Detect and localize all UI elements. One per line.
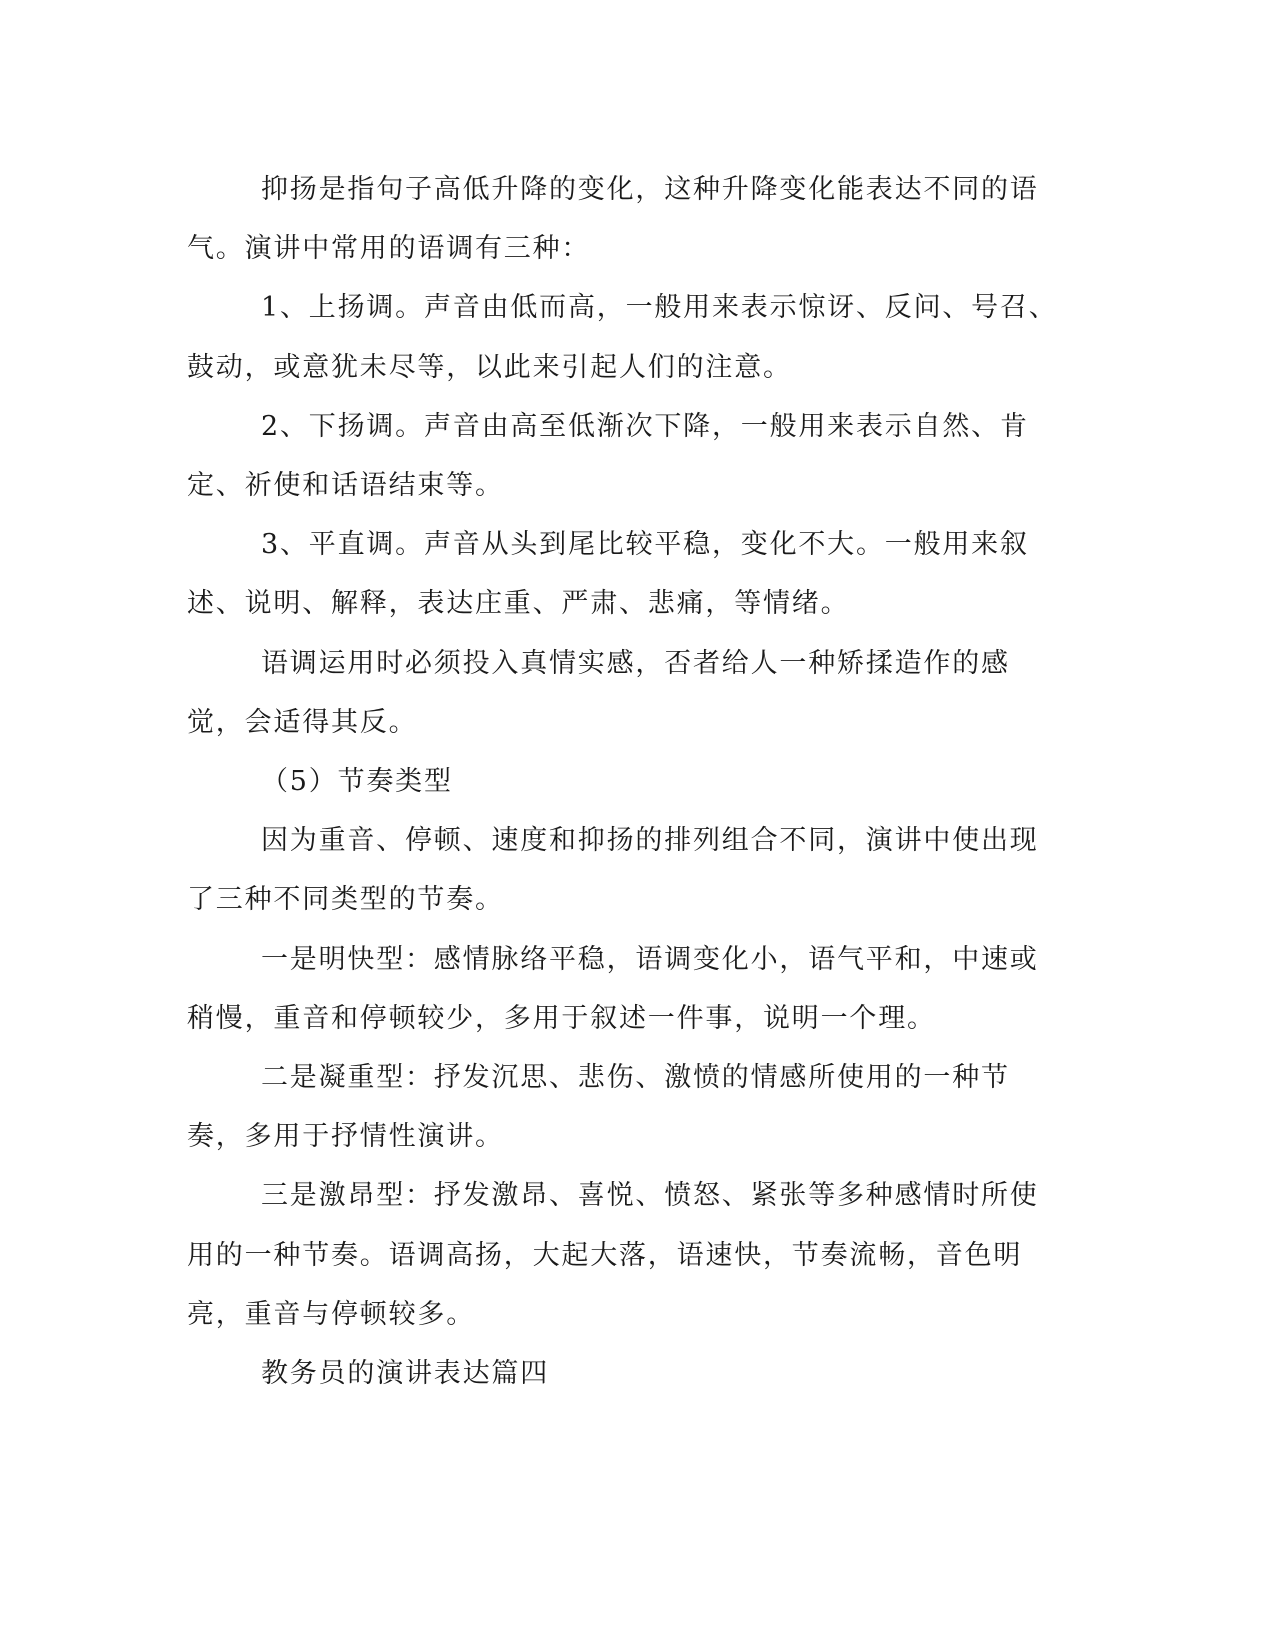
paragraph-level-tone: 3、平直调。声音从头到尾比较平稳，变化不大。一般用来叙述、说明、解释，表达庄重、严肃、悲痛，等情绪。 [187, 529, 1029, 620]
paragraph-rhythm-passionate: 三是激昂型：抒发激昂、喜悦、愤怒、紧张等多种感情时所使用的一种节奏。语调高扬，大起大落，语速快，节奏流畅，音色明亮，重音与停顿较多。 [187, 1180, 1039, 1330]
document-body [187, 160, 1067, 1403]
paragraph-falling-tone: 2、下扬调。声音由高至低渐次下降，一般用来表示自然、肯定、祈使和话语结束等。 [187, 410, 1029, 502]
paragraph-intonation-intro: 抑扬是指句子高低升降的变化，这种升降变化能表达不同的语气。演讲中常用的语调有三种： [187, 174, 1039, 265]
section-title-part-four: 教务员的演讲表达篇四 [261, 1358, 549, 1390]
paragraph-rhythm-intro: 因为重音、停顿、速度和抑扬的排列组合不同，演讲中使出现了三种不同类型的节奏。 [187, 825, 1039, 916]
paragraph-rhythm-bright: 一是明快型：感情脉络平稳，语调变化小，语气平和，中速或稍慢，重音和停顿较少，多用于叙述一件事，说明一个理。 [187, 943, 1039, 1034]
section-heading-rhythm-types: （5）节奏类型 [261, 766, 453, 798]
paragraph-rhythm-solemn: 二是凝重型：抒发沉思、悲伤、激愤的情感所使用的一种节奏，多用于抒情性演讲。 [187, 1062, 1010, 1153]
paragraph-intonation-note: 语调运用时必须投入真情实感，否者给人一种矫揉造作的感觉，会适得其反。 [187, 647, 1010, 738]
paragraph-rising-tone: 1、上扬调。声音由低而高，一般用来表示惊讶、反问、号召、鼓动，或意犹未尽等，以此来引起人们的注意。 [187, 292, 1058, 383]
